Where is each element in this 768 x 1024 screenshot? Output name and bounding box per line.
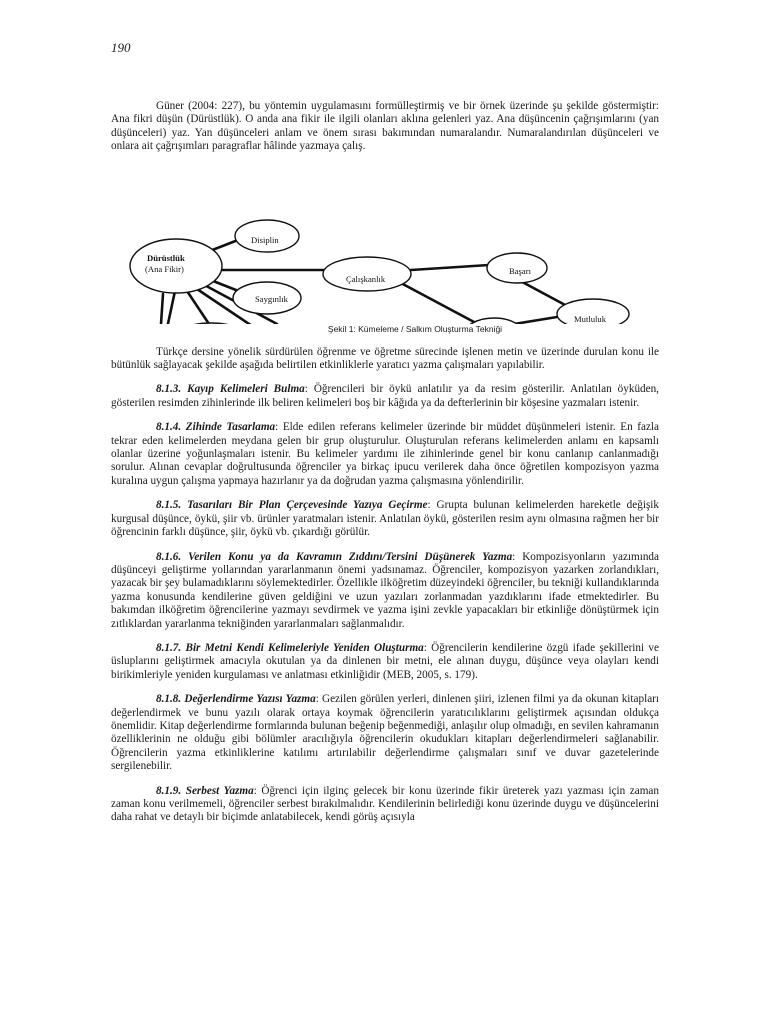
section-body: : Gezilen görülen yerleri, dinlenen şiiri, izlenen filmi ya da okunan kitapları değerlendirmek ve bunu yazılı olarak ortaya koymak öğrencilerin yaratıcılıklarını geliştirmek açısından oldukça önemlidir. Kitap değerlendirme formlarında bulunan beğenip beğenmediği, anlaşılır olup olmadığı, en sevilen kahramanın özelliklerinin ne olduğu gibi bölümler aracılığıyla öğrencilerin okudukları kitapları değerlendirmeleri sağlanabilir. Öğrencilerin yazma etkinliklerine katılımı artırılabilir değerlendirme çalışmaları sınıf ve duvar gazetelerinde sergilenebilir. <box>111 693 659 773</box>
section-8-1-3 <box>111 383 659 410</box>
section-8-1-8 <box>111 693 659 773</box>
node-guclukler <box>173 323 249 324</box>
paragraph-body: Türkçe dersine yönelik sürdürülen öğrenme ve öğretme sürecinde işlenen metin ve üzerinde durulan konu ile bütünlük sağlayacak şekilde aşağıda belirtilen etkinliklerle yaratıcı yazma çalışmaları yapılabilir. <box>111 345 659 372</box>
section-heading: 8.1.3. Kayıp Kelimeleri Bulma <box>156 383 305 396</box>
section-body: : Grupta bulunan kelimelerden hareketle değişik kurgusal düşünce, öykü, şiir vb. ürünler yaratmaları istenir. Anlatılan öykü, gösterilen resim aynı olmasına rağmen her bir öğrencinin farklı düşünce, şiir, öykü vb. çıkardığı görülür. <box>111 499 659 539</box>
edge-caliskanlik-urun <box>399 282 474 322</box>
page-number: 190 <box>111 40 131 55</box>
label-mutluluk: Mutluluk <box>574 313 606 324</box>
section-heading: 8.1.8. Değerlendirme Yazısı Yazma <box>156 693 316 706</box>
label-ana-fikir: (Ana Fikir) <box>145 263 184 274</box>
section-heading: 8.1.5. Tasarıları Bir Plan Çerçevesinde Yazıya Geçirme <box>156 499 428 512</box>
paragraph-intro-activities <box>111 346 659 373</box>
section-body: : Elde edilen referans kelimeler üzerinde bir müddet düşünmeleri istenir. En fazla tekrar eden kelimelerden meydana gelen bir grup oluşturulur. Oluşturulan referans kelimelerden anlamı en kapsamlı olanlar üzerine yoğunlaşmaları istenir. Bu kelimeler yardımı ile zihinlerinde genel bir konu canlanıp canlanmadığı sorulur. Alınan cevaplar doğrultusunda öğrenciler ya birkaç ipucu verilerek daha önce öğretilen kompozisyon yazma kuralına uygun çalışma yapmaya hazırlanır ya da doğrudan yazma çalışmasına yönlendirilir. <box>111 421 659 487</box>
label-basari: Başarı <box>509 265 531 276</box>
section-body: : Öğrenci için ilginç gelecek bir konu üzerinde fikir üreterek yazı yazması için zaman zaman konu verilmemeli, öğrenciler serbest bırakılmalıdır. Kendilerinin belirlediği konu üzerinde duygu ve düşüncelerini daha rahat ve detaylı bir biçimde anlatabilecek, kendi görüş açısıyla <box>111 784 659 824</box>
section-heading: 8.1.4. Zihinde Tasarlama <box>156 421 276 434</box>
intro-paragraph: Güner (2004: 227), bu yöntemin uygulamasını formülleştirmiş ve bir örnek üzerinde şu şekilde göstermiştir: Ana fikri düşün (Dürüstlük). O anda ana fikir ile ilgili olanları aklına gelenleri yaz. Ana düşüncenin çağrışımlarını (yan düşünceleri) yaz. Yan düşünceleri anlam ve önem sırası bakımından numaralandır. Numaralandırılan düşünceleri ve onlara ait çağrışımları paragraflar hâlinde yazmaya çalış. <box>111 100 659 153</box>
section-8-1-5 <box>111 499 659 539</box>
section-heading: 8.1.7. Bir Metni Kendi Kelimeleriyle Yeniden Oluşturma <box>156 641 424 654</box>
edge-urun-mutluluk <box>514 317 557 324</box>
section-heading: 8.1.6. Verilen Konu ya da Kavramın Zıddını/Tersini Düşünerek Yazma <box>156 550 513 563</box>
edge-caliskanlik-basari <box>411 265 489 270</box>
section-8-1-4 <box>111 421 659 488</box>
figure-caption: Şekil 1: Kümeleme / Salkım Oluşturma Tekniği <box>327 323 503 334</box>
label-disiplin: Disiplin <box>251 234 279 245</box>
section-body: : Kompozisyonların yazımında düşünceyi geliştirme yollarından yararlanmanın önemi yadsınamaz. Öğrenciler, kompozisyon yazarken zorlandıkları, yazacak bir şey bulamadıklarını söylemektedirler. Özellikle ilköğretim düzeyindeki öğrenciler, bu tekniği kullandıklarında yazma konusunda kendilerine güven geldiğini ve uzun yazıları zorlanmadan yazdıklarını ifade etmektedirler. Bu bakımdan ilköğretim öğrencilerine yazmayı sevdirmek ve yazma işini zevkle yapacakları bir etkinliğe dönüştürmek için zıtlıklardan yararlanma tekniğinden yararlanmaları sağlanmalıdır. <box>111 550 659 630</box>
edge-main-yalan <box>163 291 175 324</box>
label-durustluk: Dürüstlük <box>147 252 185 263</box>
cluster-diagram-svg <box>111 154 659 324</box>
section-body: : Öğrencileri bir öykü anlatılır ya da resim gösterilir. Anlatılan öyküden, gösterilen resimden zihinlerinde ilk beliren kelimeleri boş bir kâğıda ya da defterlerinin bir köşesine yazmaları istenir. <box>111 383 659 409</box>
label-caliskanlik: Çalışkanlık <box>346 273 386 284</box>
label-saygi: Saygınlık <box>255 293 288 304</box>
section-8-1-6 <box>111 551 659 631</box>
section-heading: 8.1.9. Serbest Yazma <box>156 784 254 797</box>
section-8-1-7 <box>111 642 659 682</box>
edge-main-yalan-2 <box>159 294 163 324</box>
section-8-1-9 <box>111 785 659 825</box>
cluster-diagram <box>111 154 659 324</box>
page-content <box>111 100 659 836</box>
section-body: : Öğrencilerin kendilerine özgü ifade şekillerini ve üsluplarını geliştirmek amacıyla okutulan ya da dinlenen bir metni, ele alınan duygu, düşünce veya olayları kendi birikimleriyle yeniden kurgulaması ve anlatması etkinliğidir (MEB, 2005, s. 179). <box>111 641 659 681</box>
